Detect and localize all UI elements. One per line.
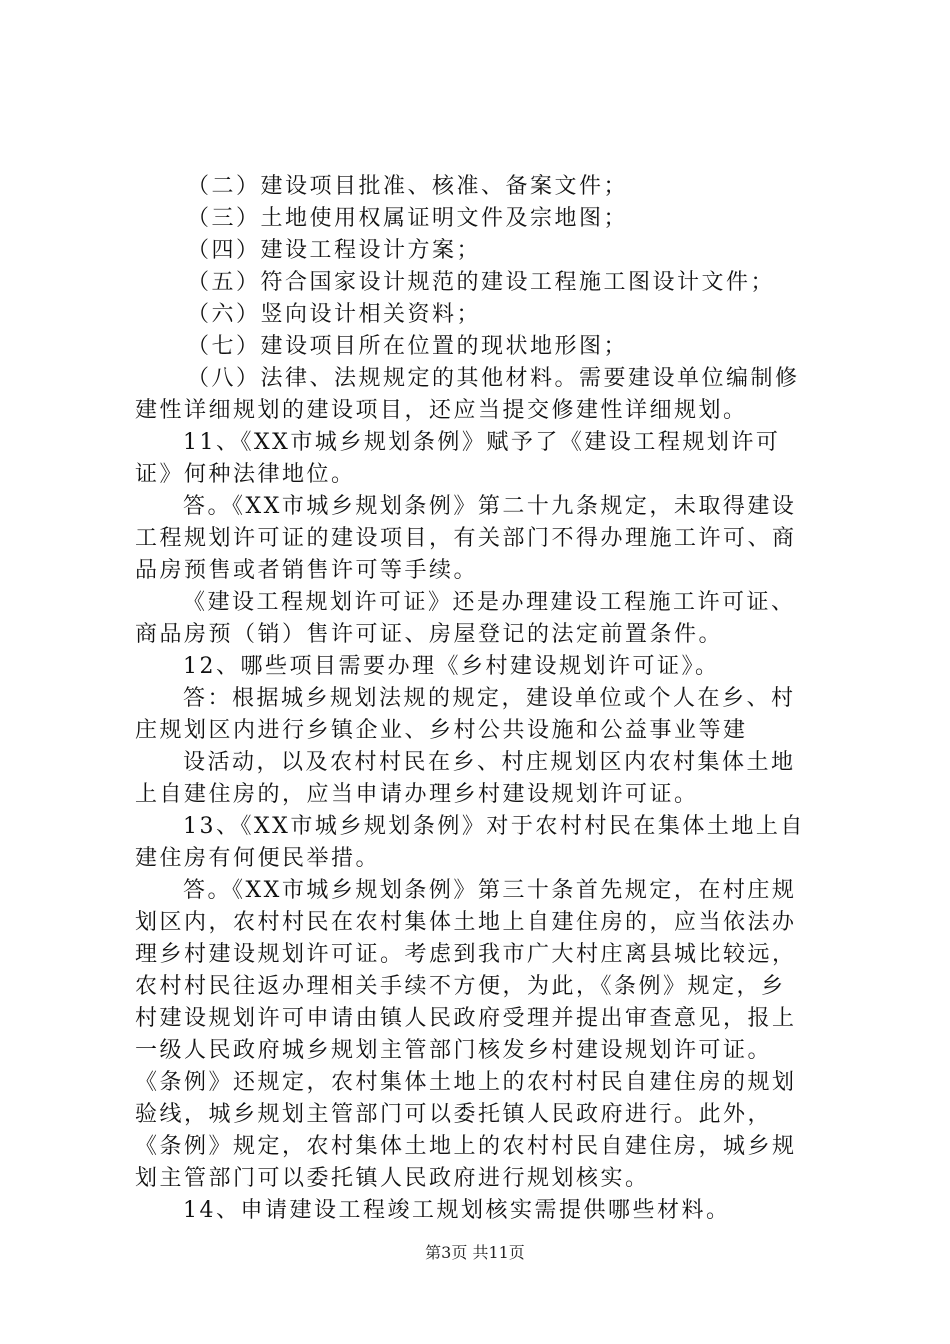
text-line: 建性详细规划的建设项目，还应当提交修建性详细规划。 (135, 398, 748, 423)
text-line: 庄规划区内进行乡镇企业、乡村公共设施和公益事业等建 (135, 718, 748, 743)
text-line: 证》何种法律地位。 (135, 462, 356, 487)
text-line: （八）法律、法规规定的其他材料。需要建设单位编制修 (187, 366, 800, 391)
text-line: 答：根据城乡规划法规的规定，建设单位或个人在乡、村 (183, 686, 796, 711)
text-line: 设活动，以及农村村民在乡、村庄规划区内农村集体土地 (183, 750, 796, 775)
text-line: 答。《XX市城乡规划条例》第二十九条规定，未取得建设 (183, 494, 797, 519)
text-line: 划区内，农村村民在农村集体土地上自建住房的，应当依法办 (135, 910, 797, 935)
text-line: 工程规划许可证的建设项目，有关部门不得办理施工许可、商 (135, 526, 797, 551)
text-line: 答。《XX市城乡规划条例》第三十条首先规定，在村庄规 (183, 878, 797, 903)
text-line: （四）建设工程设计方案； (187, 238, 482, 263)
text-line: 11、《XX市城乡规划条例》赋予了《建设工程规划许可 (183, 430, 781, 455)
text-line: 村建设规划许可申请由镇人民政府受理并提出审查意见，报上 (135, 1006, 797, 1031)
page-footer: 第3页 共11页 (425, 1243, 525, 1262)
text-line: 商品房预（销）售许可证、房屋登记的法定前置条件。 (135, 622, 724, 647)
text-line: 《条例》还规定，农村集体土地上的农村村民自建住房的规划 (135, 1070, 797, 1095)
text-line: 12、哪些项目需要办理《乡村建设规划许可证》。 (183, 654, 720, 679)
text-line: 《建设工程规划许可证》还是办理建设工程施工许可证、 (183, 590, 796, 615)
text-line: 农村村民往返办理相关手续不方便，为此，《条例》规定，乡 (135, 974, 786, 999)
text-line: 一级人民政府城乡规划主管部门核发乡村建设规划许可证。 (135, 1038, 773, 1063)
text-line: （七）建设项目所在位置的现状地形图； (187, 334, 629, 359)
text-line: （五）符合国家设计规范的建设工程施工图设计文件； (187, 270, 776, 295)
text-line: （六）竖向设计相关资料； (187, 302, 482, 327)
document-body (135, 171, 835, 1227)
text-line: 建住房有何便民举措。 (135, 846, 381, 871)
text-line: 上自建住房的，应当申请办理乡村建设规划许可证。 (135, 782, 699, 807)
text-line: 13、《XX市城乡规划条例》对于农村村民在集体土地上自 (183, 814, 805, 839)
text-line: 品房预售或者销售许可等手续。 (135, 558, 479, 583)
text-line: 划主管部门可以委托镇人民政府进行规划核实。 (135, 1166, 650, 1191)
text-line: 验线，城乡规划主管部门可以委托镇人民政府进行。此外， (135, 1102, 773, 1127)
text-line: 《条例》规定，农村集体土地上的农村村民自建住房，城乡规 (135, 1134, 797, 1159)
text-line: 理乡村建设规划许可证。考虑到我市广大村庄离县城比较远， (135, 942, 797, 967)
text-line: （二）建设项目批准、核准、备案文件； (187, 174, 629, 199)
text-line: 14、申请建设工程竣工规划核实需提供哪些材料。 (183, 1198, 731, 1223)
text-line: （三）土地使用权属证明文件及宗地图； (187, 206, 629, 231)
